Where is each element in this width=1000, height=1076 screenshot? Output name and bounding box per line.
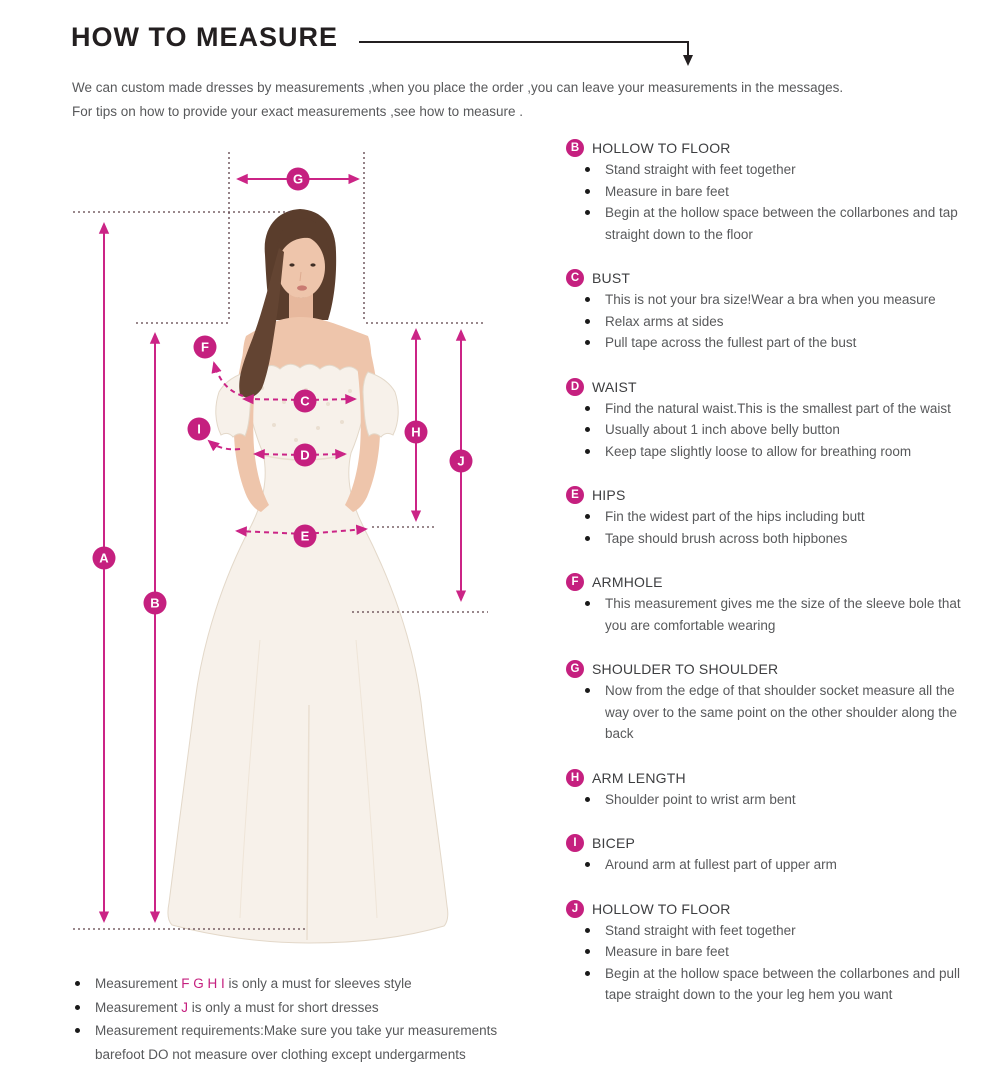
bullet: Begin at the hollow space between the collarbones and tap straight down to the floor [566,202,977,245]
lips [297,285,307,290]
figure-badge-h: H [411,424,421,440]
section-heading: ARMHOLE [592,574,663,590]
bullet: Stand straight with feet together [566,920,977,942]
section-letter-badge: F [566,573,584,591]
sleeve-right [363,372,398,437]
note-text: Measurement requirements:Make sure you take yur measurements barefoot DO not measure over clothing except undergarments [95,1023,498,1062]
bottom-notes [72,972,508,1066]
note-highlight: F G H I [181,976,225,991]
figure-badge-c: C [300,393,310,409]
section-h-arm-length [566,767,998,811]
section-heading: BICEP [592,835,636,851]
figure-badge-j: J [457,453,465,469]
section-j-hollow-to-floor [566,898,998,1006]
note [72,996,508,1020]
figure-badge-g: G [292,171,304,187]
section-i-bicep [566,832,998,876]
bullet: This measurement gives me the size of the sleeve bole that you are comfortable wearing [566,593,977,636]
figure-badge-a: A [99,550,109,566]
intro-line-1: We can custom made dresses by measurements ,when you place the order ,you can leave your measurements in the messages. [72,80,844,95]
bullet: Find the natural waist.This is the smallest part of the waist [566,398,977,420]
note-text: Measurement [95,976,182,991]
section-heading: ARM LENGTH [592,769,686,786]
bullet: Usually about 1 inch above belly button [566,419,977,441]
note [72,1019,508,1066]
bullet: This is not your bra size!Wear a bra when you measure [566,289,977,311]
model-photo [168,209,448,943]
section-letter-badge: J [566,900,584,918]
section-letter-badge: D [566,378,584,396]
bullet: Now from the edge of that shoulder socket measure all the way over to the same point on the other shoulder along the back [566,680,977,745]
section-d-waist [566,376,998,463]
note-text: Measurement [95,999,182,1015]
section-f-armhole [566,571,998,636]
intro-text [72,76,952,124]
section-letter-badge: H [566,769,584,787]
figure-badge-i: I [197,421,201,437]
bullet: Tape should brush across both hipbones [566,528,977,550]
section-letter-badge: B [566,139,584,157]
title-connector-arrow [357,36,697,70]
note-highlight: J [181,999,189,1015]
note-text: is only a must for sleeves style [224,976,412,991]
section-b-hollow-to-floor [566,137,998,245]
bullet: Stand straight with feet together [566,159,977,181]
measurement-figure [60,140,540,965]
intro-line-2: For tips on how to provide your exact measurements ,see how to measure . [72,104,523,119]
bullet: Shoulder point to wrist arm bent [566,789,977,811]
bullet: Measure in bare feet [566,941,977,963]
section-e-hips [566,484,998,549]
section-letter-badge: E [566,486,584,504]
section-g-shoulder-to-shoulder [566,658,998,745]
bullet: Around arm at fullest part of upper arm [566,854,977,876]
section-letter-badge: G [566,660,584,678]
section-heading: SHOULDER TO SHOULDER [592,661,779,677]
figure-badge-b: B [150,595,160,611]
eye-right [310,263,315,266]
figure-badge-f: F [201,339,209,355]
eye-left [289,263,294,266]
section-heading: HIPS [592,487,626,503]
bullet: Relax arms at sides [566,311,977,333]
section-letter-badge: I [566,834,584,852]
section-c-bust [566,267,998,354]
note-text: is only a must for short dresses [188,999,379,1015]
page-title: HOW TO MEASURE [71,22,339,52]
section-heading: HOLLOW TO FLOOR [592,900,731,917]
section-heading: BUST [592,270,631,286]
section-heading: WAIST [592,378,637,395]
bullet: Keep tape slightly loose to allow for breathing room [566,441,977,463]
bullet: Measure in bare feet [566,181,977,203]
note [72,972,508,996]
section-letter-badge: C [566,269,584,287]
bullet: Fin the widest part of the hips including butt [566,506,977,528]
figure-badge-d: D [300,447,310,463]
figure-badge-e: E [300,528,310,544]
bullet: Pull tape across the fullest part of the bust [566,332,977,354]
measurement-sections [566,137,998,1028]
bullet: Begin at the hollow space between the collarbones and pull tape straight down to the your leg hem you want [566,963,977,1006]
section-heading: HOLLOW TO FLOOR [592,140,731,156]
